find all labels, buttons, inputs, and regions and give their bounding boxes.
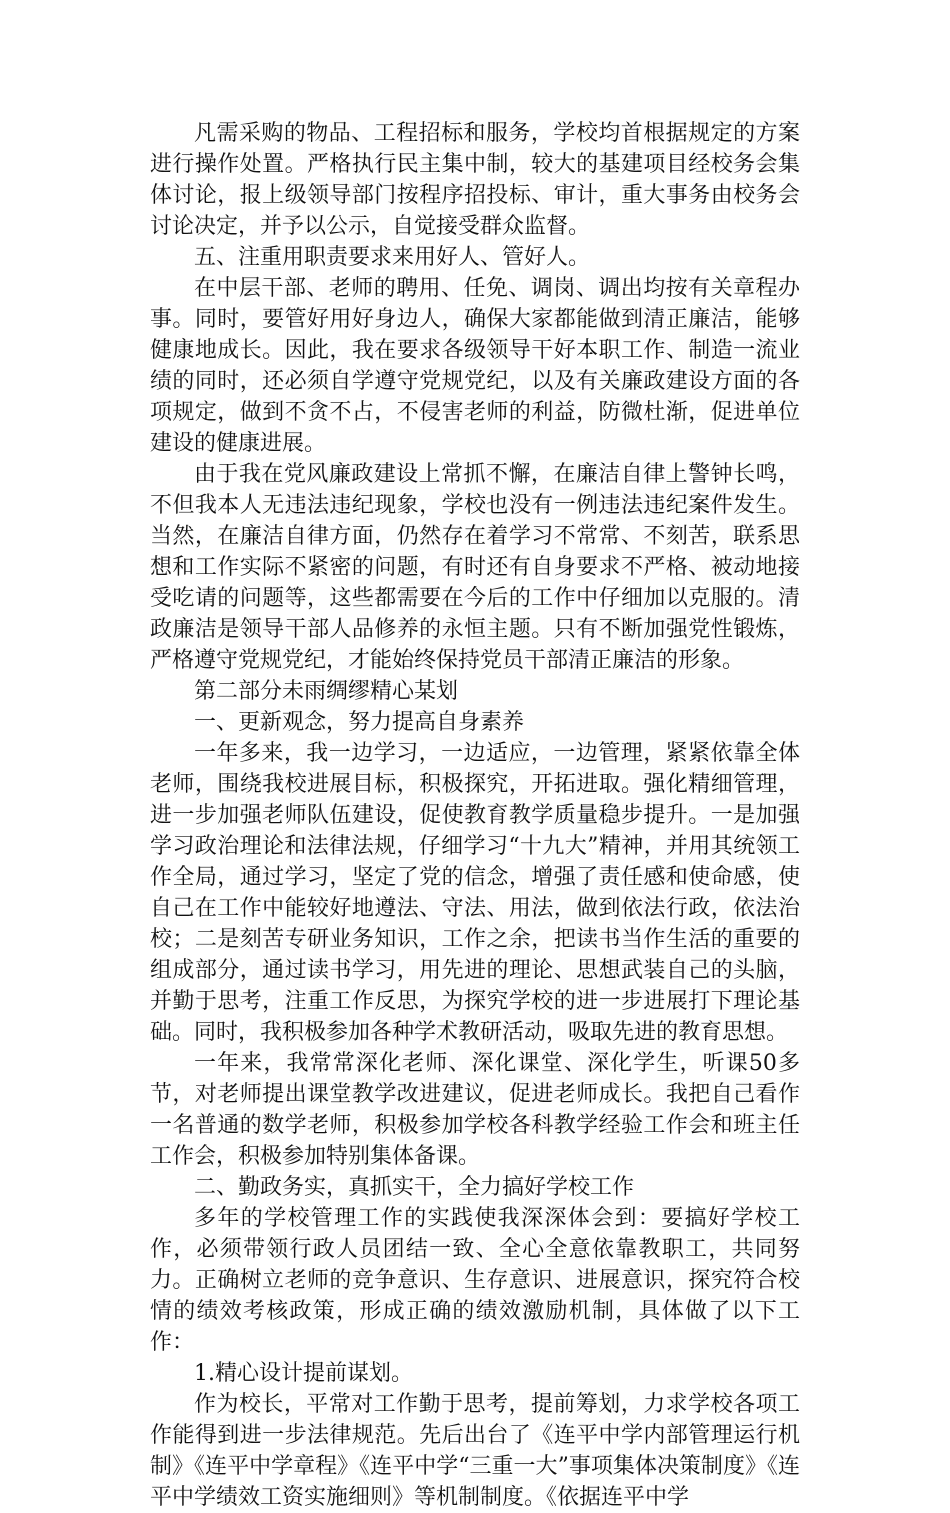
paragraph-procurement: 凡需采购的物品、工程招标和服务，学校均首根据规定的方案进行操作处置。严格执行民主集中制，较大的基建项目经校务会集体讨论，报上级领导部门按程序招投标、审计，重大事务由校务会讨论决定，并予以公示，自觉接受群众监督。 bbox=[150, 121, 800, 239]
paragraph-learning: 一年多来，我一边学习，一边适应，一边管理，紧紧依靠全体老师，围绕我校进展目标，积极探究，开拓进取。强化精细管理，进一步加强老师队伍建设，促使教育教学质量稳步提升。一是加强学习政治理论和法律法规，仔细学习“十九大”精神，并用其统领工作全局，通过学习，坚定了党的信念，增强了责任感和使命感，使自己在工作中能较好地遵法、守法、用法，做到依法行政，依法治校；二是刻苦专研业务知识，工作之余，把读书当作生活的重要的组成部分，通过读书学习，用先进的理论、思想武装自己的头脑，并勤于思考，注重工作反思，为探究学校的进一步进展打下理论基础。同时，我积极参加各种学术教研活动，吸取先进的教育思想。 bbox=[150, 741, 800, 1045]
paragraph-management: 多年的学校管理工作的实践使我深深体会到：要搞好学校工作，必须带领行政人员团结一致、全心全意依靠教职工，共同努力。正确树立老师的竞争意识、生存意识、进展意识，探究符合校情的绩效考核政策，形成正确的绩效激励机制，具体做了以下工作： bbox=[150, 1206, 800, 1355]
paragraph-integrity: 由于我在党风廉政建设上常抓不懈，在廉洁自律上警钟长鸣，不但我本人无违法违纪现象，学校也没有一例违法违纪案件发生。当然，在廉洁自律方面，仍然存在着学习不常常、不刻苦，联系思想和工作实际不紧密的问题，有时还有自身要求不严格、被动地接受吃请的问题等，这些都需要在今后的工作中仔细加以克服的。清政廉洁是领导干部人品修养的永恒主题。只有不断加强党性锻炼，严格遵守党规党纪，才能始终保持党员干部清正廉洁的形象。 bbox=[150, 462, 800, 673]
section-heading-five: 五、注重用职责要求来用好人、管好人。 bbox=[194, 245, 591, 270]
section-heading-one: 一、更新观念，努力提高自身素养 bbox=[194, 710, 525, 735]
part-two-heading: 第二部分未雨绸缪精心某划 bbox=[194, 679, 459, 704]
paragraph-classroom: 一年来，我常常深化老师、深化课堂、深化学生，听课50多节，对老师提出课堂教学改进建议，促进老师成长。我把自己看作一名普通的数学老师，积极参加学校各科教学经验工作会和班主任工作会，积极参加特别集体备课。 bbox=[150, 1051, 800, 1169]
subheading-planning: 1.精心设计提前谋划。 bbox=[194, 1361, 413, 1386]
paragraph-personnel: 在中层干部、老师的聘用、任免、调岗、调出均按有关章程办事。同时，要管好用好身边人，确保大家都能做到清正廉洁，能够健康地成长。因此，我在要求各级领导干好本职工作、制造一流业绩的同时，还必须自学遵守党规党纪，以及有关廉政建设方面的各项规定，做到不贪不占，不侵害老师的利益，防微杜渐，促进单位建设的健康进展。 bbox=[150, 276, 800, 456]
section-heading-two: 二、勤政务实，真抓实干，全力搞好学校工作 bbox=[194, 1175, 635, 1200]
paragraph-principal: 作为校长，平常对工作勤于思考，提前筹划，力求学校各项工作能得到进一步法律规范。先后出台了《连平中学内部管理运行机制》《连平中学章程》《连平中学“三重一大”事项集体决策制度》《连平中学绩效工资实施细则》等机制制度。《依据连平中学 bbox=[150, 1392, 800, 1510]
document-body bbox=[150, 118, 800, 1513]
